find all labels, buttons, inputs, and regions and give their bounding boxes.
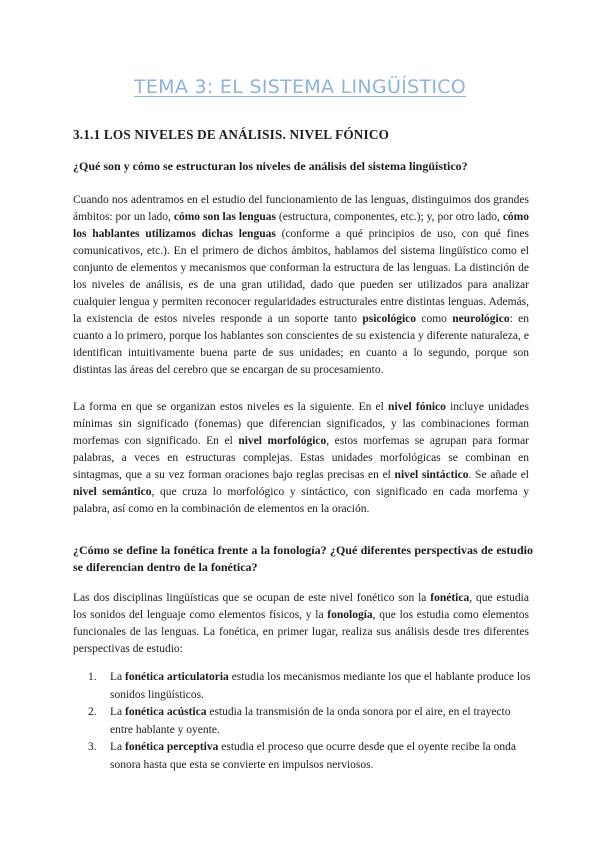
- section-heading: 3.1.1 LOS NIVELES DE ANÁLISIS. NIVEL FÓNICO: [73, 127, 390, 142]
- text-run: (conforme a qué principios de uso, con qué fines comunicativos, etc.). En el primero de dichos ámbitos, hablamos del sistema lingüístico como el conjunto de elementos y mecanismos que conforman la estructura de las lenguas. La distinción de los niveles de análisis, es de una gran utilidad, dado que pueden ser utilizados para analizar cualquier lengua y permiten reconocer regularidades estructurales entre distintas lenguas. Además, la existencia de estos niveles responde a un soporte tanto: [73, 228, 529, 325]
- bold-run: fonética acústica: [125, 706, 207, 718]
- bold-run: psicológico: [362, 313, 416, 325]
- paragraph-2: [73, 399, 529, 518]
- text-run: La: [110, 671, 126, 683]
- list-number: 1.: [88, 671, 97, 683]
- list-item: [88, 669, 533, 704]
- question-heading-2: ¿Cómo se define la fonética frente a la fonología? ¿Qué diferentes perspectivas de estudio se diferencian dentro de la fonética?: [73, 543, 533, 574]
- bold-run: nivel sintáctico: [394, 469, 469, 481]
- bold-run: nivel fónico: [388, 401, 446, 413]
- text-run: , que estudia los sonidos del lenguaje como elementos físicos, y la: [73, 592, 529, 621]
- question-heading-1: ¿Qué son y cómo se estructuran los niveles de análisis del sistema lingüístico?: [73, 159, 468, 173]
- text-run: . Se añade el: [468, 469, 529, 481]
- bold-run: nivel semántico: [73, 486, 152, 498]
- bold-run: fonética articulatoria: [125, 671, 229, 683]
- page-title: TEMA 3: EL SISTEMA LINGÜÍSTICO: [133, 76, 467, 98]
- bold-run: cómo son las lenguas: [173, 211, 276, 223]
- phonetics-perspectives-list: [88, 669, 533, 774]
- text-run: estudia el proceso que ocurre desde que el oyente recibe la onda sonora hasta que esta se convierte en impulsos nerviosos.: [110, 741, 516, 771]
- bold-run: nivel morfológico: [238, 435, 327, 447]
- text-run: incluye unidades mínimas sin significado (fonemas) que diferencian significados, y las combinaciones forman morfemas con significado. En el: [73, 401, 529, 447]
- bold-run: neurológico: [452, 313, 510, 325]
- text-run: Cuando nos adentramos en el estudio del funcionamiento de las lenguas, distinguimos dos grandes ámbitos: por un lado,: [73, 194, 529, 223]
- text-run: : en cuanto a lo primero, porque los hablantes son conscientes de su existencia y diferente naturaleza, e identifican intuitivamente buena parte de sus unidades; en cuanto a lo segundo, porque son distintas las áreas del cerebro que se encargan de su procesamiento.: [73, 313, 529, 376]
- paragraph-1: [73, 192, 529, 379]
- text-run: como: [416, 313, 453, 325]
- list-number: 2.: [88, 706, 97, 718]
- bold-run: fonética: [430, 592, 470, 604]
- text-run: La: [110, 741, 126, 753]
- paragraph-3: [73, 590, 529, 658]
- text-run: Las dos disciplinas lingüísticas que se ocupan de este nivel fonético son la: [73, 592, 431, 604]
- bold-run: cómo los hablantes utilizamos dichas lenguas: [73, 211, 529, 240]
- text-run: , que los estudia como elementos funcionales de las lenguas. La fonética, en primer lugar, realiza sus análisis desde tres diferentes perspectivas de estudio:: [73, 609, 529, 655]
- list-item: [88, 739, 533, 774]
- list-item: [88, 704, 533, 739]
- text-run: , estos morfemas se agrupan para formar palabras, a veces en estructuras complejas. Estas unidades morfológicas se combinan en sintagmas, que a su vez forman oraciones bajo reglas precisas en el: [73, 435, 529, 481]
- list-number: 3.: [88, 741, 97, 753]
- bold-run: fonética perceptiva: [125, 741, 219, 753]
- text-run: La: [110, 706, 126, 718]
- text-run: estudia los mecanismos mediante los que el hablante produce los sonidos lingüísticos.: [110, 671, 531, 701]
- text-run: , que cruza lo morfológico y sintáctico, con significado en cada morfema y palabra, así como en la combinación de elementos en la oración.: [73, 486, 529, 515]
- bold-run: fonología: [327, 609, 373, 621]
- text-run: (estructura, componentes, etc.); y, por otro lado,: [275, 211, 503, 223]
- text-run: estudia la transmisión de la onda sonora por el aire, en el trayecto entre hablante y oyente.: [110, 706, 511, 736]
- text-run: La forma en que se organizan estos niveles es la siguiente. En el: [73, 401, 389, 413]
